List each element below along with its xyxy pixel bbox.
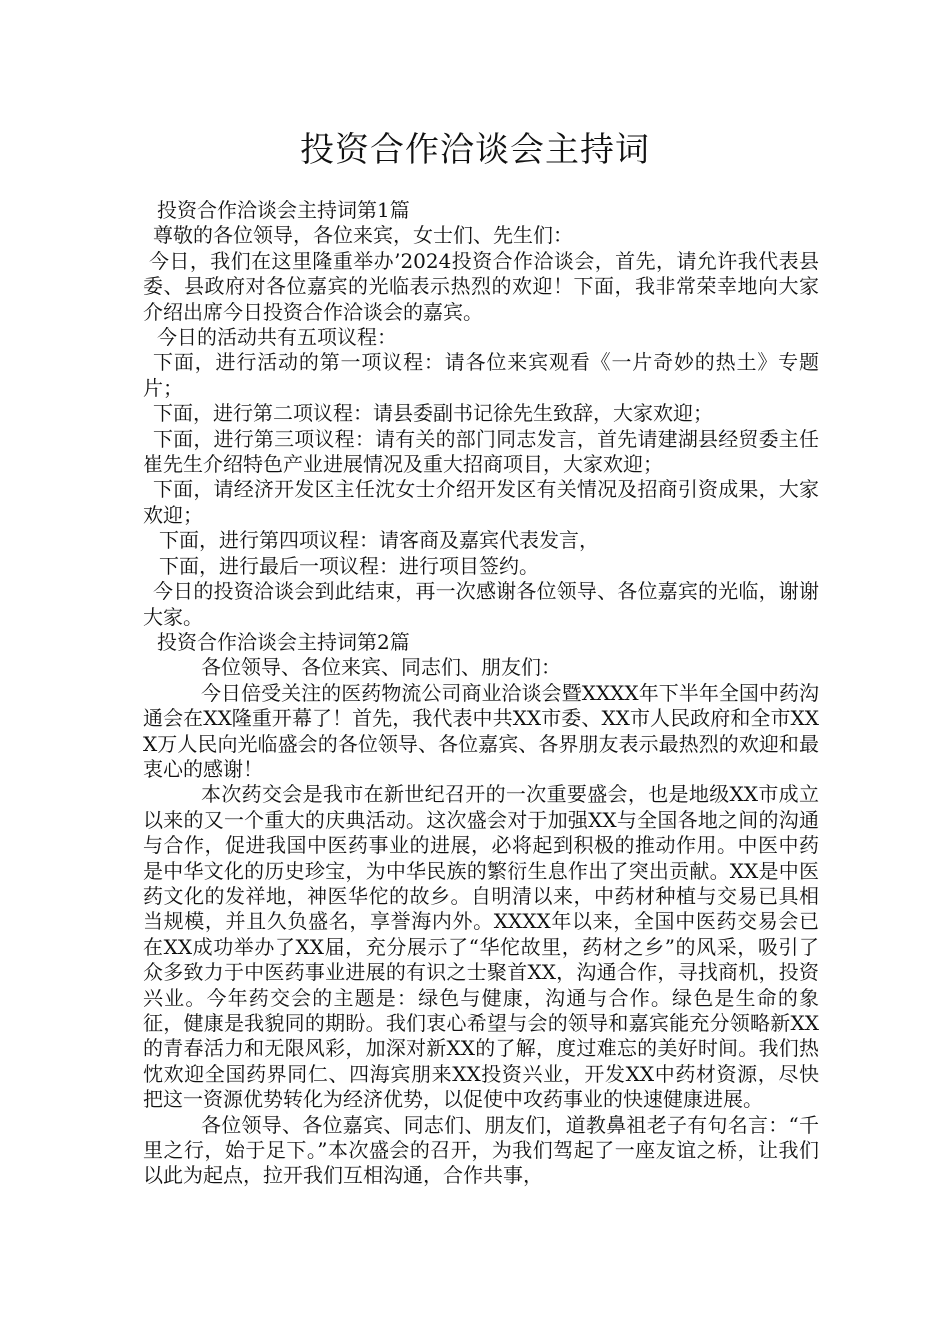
salutation-paragraph-2: 各位领导、各位来宾、同志们、朋友们： — [201, 655, 561, 680]
agenda-item-5-paragraph: 下面，进行最后一项议程：进行项目签约。 — [159, 553, 539, 578]
agenda-item-1-paragraph: 下面，进行活动的第一项议程：请各位来宾观看《一片奇妙的热土》专题片； — [143, 350, 819, 400]
opening-paragraph: 今日，我们在这里隆重举办’2024投资合作洽谈会，首先，请允许我代表县委、县政府对各位嘉宾的光临表示热烈的欢迎！下面，我非常荣幸地向大家介绍出席今日投资合作洽谈会的嘉宾。 — [143, 248, 819, 324]
document-body — [143, 198, 819, 1189]
section-heading-2: 投资合作洽谈会主持词第2篇 — [157, 629, 410, 654]
salutation-paragraph: 尊敬的各位领导，各位来宾，女士们、先生们： — [153, 223, 573, 248]
agenda-item-2-paragraph: 下面，进行第二项议程：请县委副书记徐先生致辞，大家欢迎； — [153, 401, 713, 426]
welcome-paragraph: 今日倍受关注的医药物流公司商业洽谈会暨XXXX年下半年全国中药沟通会在XX隆重开幕了！首先，我代表中共XX市委、XX市人民政府和全市XXX万人民向光临盛会的各位领导、各位嘉宾、各界朋友表示最热烈的欢迎和最衷心的感谢！ — [143, 680, 819, 781]
agenda-item-3b-paragraph: 下面，请经济开发区主任沈女士介绍开发区有关情况及招商引资成果，大家欢迎； — [143, 477, 819, 527]
agenda-item-3-paragraph: 下面，进行第三项议程：请有关的部门同志发言，首先请建湖县经贸委主任崔先生介绍特色产业进展情况及重大招商项目，大家欢迎； — [143, 426, 819, 477]
document-title: 投资合作洽谈会主持词 — [300, 130, 650, 170]
event-description-paragraph: 本次药交会是我市在新世纪召开的一次重要盛会，也是地级XX市成立以来的又一个重大的庆典活动。这次盛会对于加强XX与全国各地之间的沟通与合作，促进我国中医药事业的进展，必将起到积极的推动作用。中医中药是中华文化的历史珍宝，为中华民族的繁衍生息作出了突出贡献。XX是中医药文化的发祥地，神医华佗的故乡。自明清以来，中药材种植与交易已具相当规模，并且久负盛名，享誉海内外。XXXX年以来，全国中医药交易会已在XX成功举办了XX届，充分展示了“华佗故里，药材之乡”的风采，吸引了众多致力于中医药事业进展的有识之士聚首XX，沟通合作，寻找商机，投资兴业。今年药交会的主题是：绿色与健康，沟通与合作。绿色是生命的象征，健康是我貌同的期盼。我们衷心希望与会的领导和嘉宾能充分领略新XX的青春活力和无限风彩，加深对新XX的了解，度过难忘的美好时间。我们热忱欢迎全国药界同仁、四海宾朋来XX投资兴业，开发XX中药材资源，尽快把这一资源优势转化为经济优势，以促使中攻药事业的快速健康进展。 — [143, 782, 819, 1112]
agenda-intro-paragraph: 今日的活动共有五项议程： — [157, 325, 397, 350]
final-paragraph: 各位领导、各位嘉宾、同志们、朋友们，道教鼻祖老子有句名言：“千里之行，始于足下。”本次盛会的召开，为我们驾起了一座友谊之桥，让我们以此为起点，拉开我们互相沟通，合作共事， — [143, 1112, 819, 1188]
section-heading-1: 投资合作洽谈会主持词第1篇 — [157, 198, 410, 222]
closing-paragraph: 今日的投资洽谈会到此结束，再一次感谢各位领导、各位嘉宾的光临，谢谢大家。 — [143, 579, 819, 629]
agenda-item-4-paragraph: 下面，进行第四项议程：请客商及嘉宾代表发言， — [159, 528, 599, 553]
